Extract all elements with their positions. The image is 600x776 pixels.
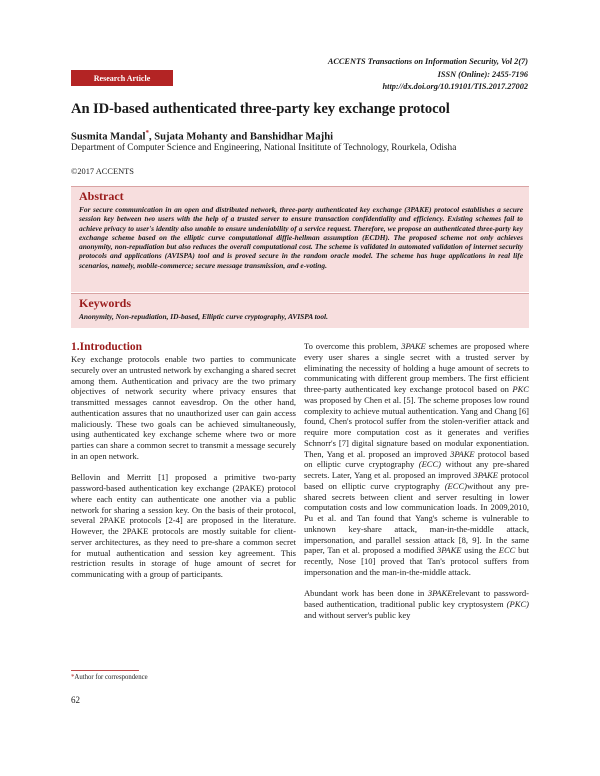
article-type-badge: Research Article <box>71 70 173 86</box>
left-column <box>71 341 296 580</box>
copyright: ©2017 ACCENTS <box>71 167 134 176</box>
footnote-divider <box>71 670 139 671</box>
intro-paragraph-2: Bellovin and Merritt [1] proposed a primitive two-party password-based authentication key exchange (2PAKE) protocol where each entity can authenticate one another via a public network for sharing a session key. On the basis of their protocol, several 2PAKE protocols [2-4] are proposed in the literature. However, the 2PAKE protocols are mostly suitable for client-server architectures, as they need to pre-share a common secret for mutual authentication and session key agreement. This restriction results in storage of huge amount of secret for communicating with a group of participants. <box>71 472 296 579</box>
journal-name: ACCENTS Transactions on Information Security, Vol 2(7) <box>327 57 528 66</box>
right-paragraph-1: To overcome this problem, 3PAKE schemes are proposed where every user shares a single secret with a trusted server by eliminating the necessity of holding a huge amount of secrets to communicating with different group members. The first efficient three-party authenticated key exchange protocol based on PKC was proposed by Chen et al. [5]. The scheme proposes low round complexity to achieve mutual authentication. Yang and Chang [6] found, Chen's protocol suffer from the stolen-verifier attack and require more computation cost as it generates and verifies Schnorr's [7] digital signature based on modular exponentiation. Then, Yang et al. proposed an improved 3PAKE protocol based on elliptic curve cryptography (ECC) without any pre-shared secrets. Later, Yang et al. proposed an improved 3PAKE protocol based on elliptic curve cryptography (ECC)without any pre-shared secrets between client and server resulting in lower computation costs and low communication loads. In 2009,2010, Pu et al. and Tan found that Yang's scheme is vulnerable to unknown key-share attack, man-in-the-middle attack, impersonation, and parallel session attack [8, 9]. In the same paper, Tan et al. proposed a modified 3PAKE using the ECC but recently, Nose [10] proved that Tan's protocol suffers from impersonation and the man-in-the-middle attack. <box>304 341 530 577</box>
affiliation: Department of Computer Science and Engineering, National Insititute of Technology, Rourkela, Odisha <box>71 143 457 153</box>
page-number: 62 <box>71 695 80 705</box>
abstract-text: For secure communication in an open and distributed network, three-party authenticated key exchange (3PAKE) protocol establishes a secure session key between two users with the help of a trusted server to ensure transaction confidentiality and efficiency. Existing schemes fail to achieve privacy to user's identity also unable to ensure undeniability of a service request. Therefore, we propose an authenticated three-party key exchange scheme based on the elliptic curve computational diffie-hellman assumption (ECDH). The proposed scheme not only achieves anonymity, non-repudiation but also reduces the overall computational cost. The scheme is validated in automated validation of internet security protocols and applications (AVISPA) tool and is proved secure in the random oracle model. The scheme has huge applications in real life scenarios, namely, mobile-commerce; secure message transmission, and e-voting. <box>79 205 523 270</box>
paper-title: An ID-based authenticated three-party key exchange protocol <box>71 101 450 117</box>
abstract-box <box>71 186 529 292</box>
journal-issn: ISSN (Online): 2455-7196 <box>437 69 528 79</box>
journal-doi[interactable]: http://dx.doi.org/10.19101/TIS.2017.27002 <box>382 82 528 91</box>
intro-paragraph-1: Key exchange protocols enable two parties to communicate securely over an untrusted network by exchanging a shared secret among them. Authentication and privacy are the two primary objectives of network security where privacy ensures that transmitted messages cannot eavesdrop. On the other hand, authentication assures that no unauthorized user can gain access maliciously. These two goals can be achieved simultaneously, using authenticated key exchange scheme where two or more parties can share a common secret to transmit a message securely in an open network. <box>71 354 296 461</box>
corresponding-author-marker: * <box>145 129 149 137</box>
footnote <box>71 674 148 681</box>
author-rest: , Sujata Mohanty and Banshidhar Majhi <box>148 131 334 143</box>
author-first: Susmita Mandal <box>71 131 146 143</box>
right-paragraph-2: Abundant work has been done in 3PAKErelevant to password-based authentication, traditional public key cryptosystem (PKC) and without server's public key <box>304 588 529 620</box>
keywords-text: Anonymity, Non-repudiation, ID-based, Elliptic curve cryptography, AVISPA tool. <box>79 312 328 321</box>
right-column <box>304 341 529 621</box>
keywords-heading: Keywords <box>79 296 131 310</box>
keywords-box <box>71 293 529 328</box>
footnote-marker: * <box>71 674 75 681</box>
abstract-heading: Abstract <box>79 189 124 203</box>
author-list <box>71 129 333 143</box>
intro-heading: 1.Introduction <box>71 341 143 353</box>
journal-header <box>328 56 528 94</box>
footnote-text: Author for correspondence <box>74 674 148 681</box>
